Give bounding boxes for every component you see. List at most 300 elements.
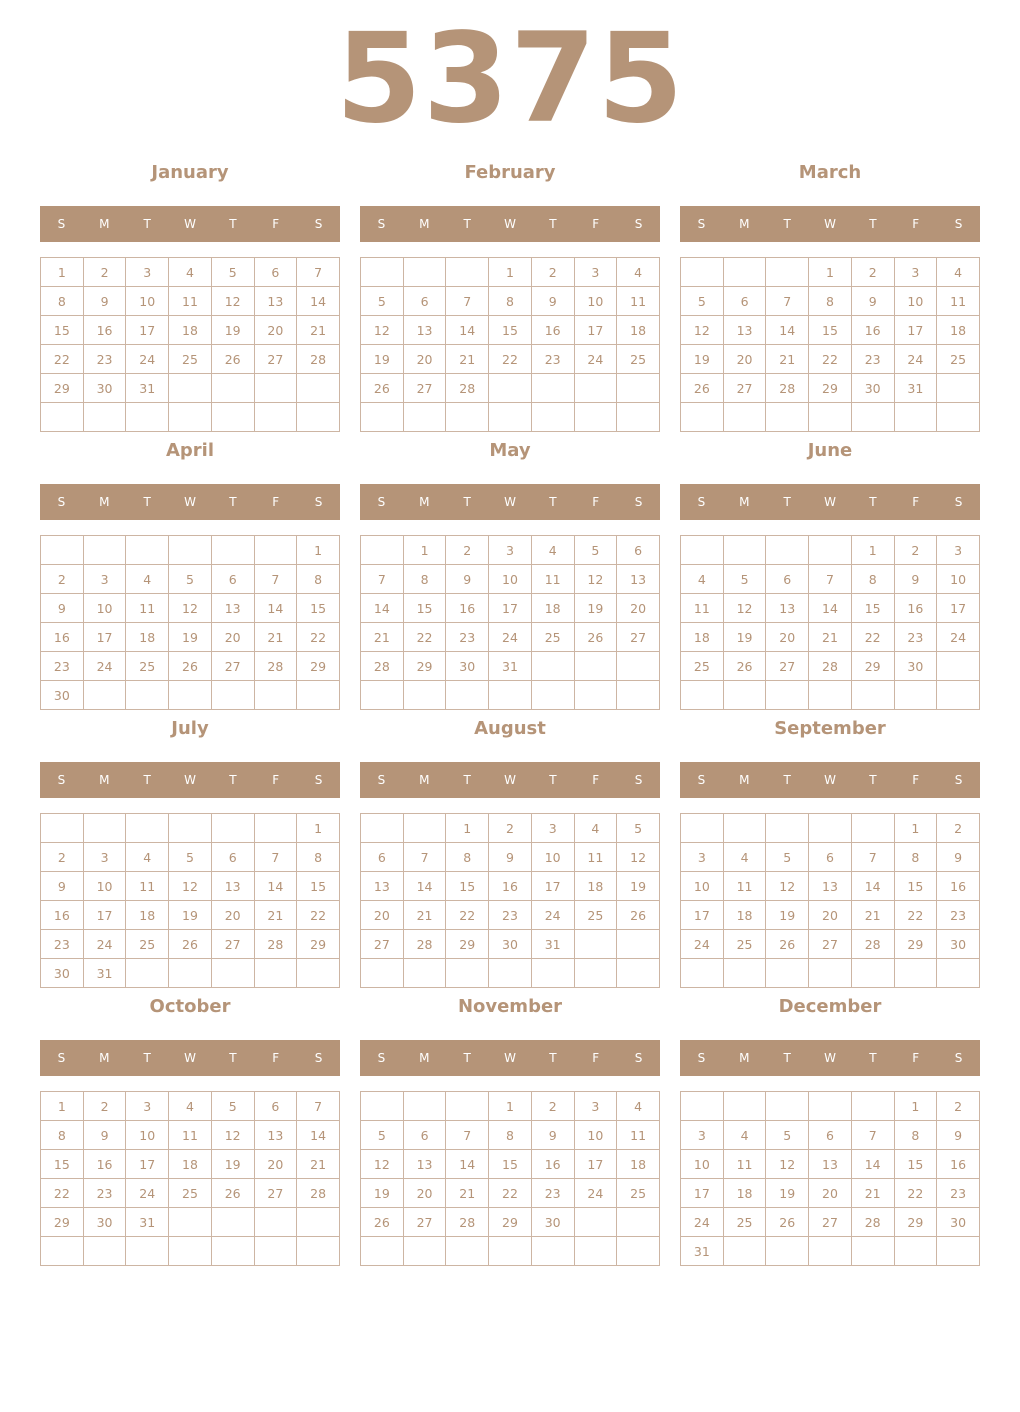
day-cell: 27 (211, 652, 254, 681)
day-cell: 5 (766, 843, 809, 872)
day-cell: 27 (809, 1208, 852, 1237)
day-cell: 29 (297, 930, 340, 959)
weekday-label: S (57, 1051, 66, 1065)
day-cell: 4 (937, 258, 980, 287)
empty-cell (851, 814, 894, 843)
day-cell: 12 (169, 872, 212, 901)
month-name: January (151, 162, 229, 183)
day-cell: 30 (489, 930, 532, 959)
day-cell: 23 (83, 1179, 126, 1208)
weekday-header (680, 484, 980, 520)
day-cell: 14 (361, 594, 404, 623)
empty-cell (766, 1237, 809, 1266)
day-cell: 13 (809, 1150, 852, 1179)
day-cell: 1 (297, 536, 340, 565)
day-cell: 7 (809, 565, 852, 594)
day-cell: 3 (126, 258, 169, 287)
day-cell: 4 (126, 843, 169, 872)
weekday-label: T (463, 217, 471, 231)
day-cell: 15 (894, 1150, 937, 1179)
day-cell: 30 (851, 374, 894, 403)
day-cell: 28 (254, 930, 297, 959)
empty-cell (851, 1092, 894, 1121)
day-cell: 22 (41, 345, 84, 374)
day-cell: 17 (126, 316, 169, 345)
weekday-label: W (504, 1051, 516, 1065)
empty-cell (574, 403, 617, 432)
empty-cell (169, 959, 212, 988)
day-cell: 15 (489, 1150, 532, 1179)
empty-cell (894, 959, 937, 988)
week-row (41, 594, 340, 623)
empty-cell (254, 374, 297, 403)
week-row (361, 681, 660, 710)
empty-cell (681, 681, 724, 710)
day-grid (40, 813, 340, 988)
weekday-label: M (419, 773, 430, 787)
day-cell: 6 (617, 536, 660, 565)
empty-cell (403, 814, 446, 843)
day-cell: 29 (851, 652, 894, 681)
day-cell: 6 (211, 843, 254, 872)
day-cell: 18 (531, 594, 574, 623)
empty-cell (489, 1237, 532, 1266)
day-cell: 19 (766, 901, 809, 930)
day-cell: 22 (297, 901, 340, 930)
weekday-label: T (143, 217, 151, 231)
weekday-label: S (377, 495, 386, 509)
day-cell: 4 (723, 843, 766, 872)
day-cell: 24 (531, 901, 574, 930)
day-cell: 17 (937, 594, 980, 623)
day-cell: 2 (41, 843, 84, 872)
day-cell: 24 (83, 930, 126, 959)
day-cell: 17 (681, 901, 724, 930)
weekday-label: W (824, 1051, 836, 1065)
weekday-label: T (783, 495, 791, 509)
day-cell: 3 (681, 843, 724, 872)
day-cell: 23 (937, 901, 980, 930)
week-row (41, 930, 340, 959)
empty-cell (809, 1237, 852, 1266)
week-row (41, 374, 340, 403)
day-cell: 3 (83, 843, 126, 872)
day-cell: 14 (809, 594, 852, 623)
day-cell: 10 (489, 565, 532, 594)
empty-cell (851, 959, 894, 988)
day-cell: 20 (809, 1179, 852, 1208)
day-cell: 30 (446, 652, 489, 681)
day-cell: 12 (361, 316, 404, 345)
day-cell: 3 (531, 814, 574, 843)
empty-cell (211, 959, 254, 988)
empty-cell (254, 959, 297, 988)
empty-cell (211, 403, 254, 432)
day-cell: 24 (574, 345, 617, 374)
weekday-header (40, 1040, 340, 1076)
empty-cell (41, 403, 84, 432)
week-row (681, 959, 980, 988)
empty-cell (403, 403, 446, 432)
day-cell: 24 (937, 623, 980, 652)
day-cell: 22 (41, 1179, 84, 1208)
day-cell: 17 (126, 1150, 169, 1179)
empty-cell (254, 681, 297, 710)
empty-cell (361, 681, 404, 710)
day-cell: 21 (766, 345, 809, 374)
day-cell: 2 (446, 536, 489, 565)
day-cell: 19 (361, 345, 404, 374)
day-cell: 5 (723, 565, 766, 594)
day-cell: 25 (126, 652, 169, 681)
weekday-label: W (504, 217, 516, 231)
day-cell: 30 (531, 1208, 574, 1237)
empty-cell (723, 403, 766, 432)
empty-cell (766, 403, 809, 432)
day-cell: 27 (403, 1208, 446, 1237)
day-cell: 1 (41, 258, 84, 287)
day-grid (680, 257, 980, 432)
day-cell: 20 (361, 901, 404, 930)
day-cell: 20 (723, 345, 766, 374)
empty-cell (126, 959, 169, 988)
day-cell: 28 (297, 1179, 340, 1208)
day-cell: 15 (41, 1150, 84, 1179)
empty-cell (361, 814, 404, 843)
day-cell: 29 (894, 1208, 937, 1237)
day-cell: 20 (403, 345, 446, 374)
day-cell: 2 (531, 1092, 574, 1121)
empty-cell (937, 1237, 980, 1266)
day-cell: 10 (83, 594, 126, 623)
day-cell: 12 (617, 843, 660, 872)
day-cell: 31 (681, 1237, 724, 1266)
week-row (361, 872, 660, 901)
day-cell: 19 (169, 623, 212, 652)
day-cell: 19 (766, 1179, 809, 1208)
day-cell: 14 (851, 872, 894, 901)
day-cell: 9 (83, 1121, 126, 1150)
day-cell: 11 (681, 594, 724, 623)
day-cell: 5 (211, 258, 254, 287)
day-cell: 7 (446, 1121, 489, 1150)
day-cell: 4 (617, 1092, 660, 1121)
weekday-label: W (824, 495, 836, 509)
day-cell: 20 (403, 1179, 446, 1208)
day-cell: 11 (126, 872, 169, 901)
day-cell: 25 (169, 345, 212, 374)
day-cell: 10 (681, 872, 724, 901)
empty-cell (297, 374, 340, 403)
day-cell: 12 (361, 1150, 404, 1179)
empty-cell (766, 681, 809, 710)
empty-cell (937, 681, 980, 710)
day-cell: 14 (254, 594, 297, 623)
day-cell: 8 (894, 843, 937, 872)
week-row (41, 901, 340, 930)
day-cell: 16 (531, 1150, 574, 1179)
day-cell: 24 (681, 1208, 724, 1237)
empty-cell (531, 959, 574, 988)
empty-cell (446, 258, 489, 287)
day-cell: 7 (851, 1121, 894, 1150)
empty-cell (809, 681, 852, 710)
empty-cell (211, 1208, 254, 1237)
empty-cell (446, 681, 489, 710)
empty-cell (723, 814, 766, 843)
empty-cell (126, 1237, 169, 1266)
day-cell: 18 (126, 623, 169, 652)
day-cell: 16 (531, 316, 574, 345)
week-row (681, 623, 980, 652)
empty-cell (41, 1237, 84, 1266)
day-cell: 30 (894, 652, 937, 681)
empty-cell (83, 403, 126, 432)
week-row (361, 258, 660, 287)
weekday-label: S (697, 495, 706, 509)
empty-cell (254, 1237, 297, 1266)
weekday-label: T (143, 495, 151, 509)
day-cell: 18 (169, 316, 212, 345)
day-cell: 21 (297, 316, 340, 345)
weekday-label: T (783, 217, 791, 231)
day-cell: 23 (41, 930, 84, 959)
empty-cell (809, 403, 852, 432)
weekday-label: M (419, 495, 430, 509)
day-cell: 16 (446, 594, 489, 623)
week-row (361, 565, 660, 594)
week-row (41, 1208, 340, 1237)
day-cell: 10 (126, 1121, 169, 1150)
week-row (41, 287, 340, 316)
empty-cell (531, 681, 574, 710)
day-cell: 18 (937, 316, 980, 345)
weekday-label: W (504, 773, 516, 787)
empty-cell (617, 652, 660, 681)
weekday-label: S (634, 495, 643, 509)
week-row (681, 681, 980, 710)
empty-cell (531, 652, 574, 681)
empty-cell (574, 374, 617, 403)
day-cell: 17 (83, 623, 126, 652)
weekday-label: T (783, 773, 791, 787)
month-name: December (778, 996, 882, 1017)
day-cell: 7 (766, 287, 809, 316)
empty-cell (809, 1092, 852, 1121)
day-cell: 14 (446, 1150, 489, 1179)
empty-cell (297, 403, 340, 432)
weekday-label: T (229, 773, 237, 787)
day-cell: 5 (361, 287, 404, 316)
month-name: March (798, 162, 862, 183)
day-cell: 19 (361, 1179, 404, 1208)
week-row (41, 536, 340, 565)
empty-cell (531, 374, 574, 403)
day-cell: 27 (723, 374, 766, 403)
day-cell: 19 (574, 594, 617, 623)
day-grid (40, 257, 340, 432)
day-cell: 21 (446, 1179, 489, 1208)
weekday-label: F (912, 217, 920, 231)
empty-cell (361, 1092, 404, 1121)
day-cell: 10 (574, 1121, 617, 1150)
day-cell: 1 (41, 1092, 84, 1121)
day-cell: 13 (403, 316, 446, 345)
week-row (41, 872, 340, 901)
weekday-label: S (954, 1051, 963, 1065)
empty-cell (574, 959, 617, 988)
day-cell: 15 (297, 594, 340, 623)
day-cell: 20 (254, 1150, 297, 1179)
week-row (361, 345, 660, 374)
empty-cell (681, 536, 724, 565)
day-cell: 4 (681, 565, 724, 594)
day-cell: 12 (169, 594, 212, 623)
day-grid (680, 813, 980, 988)
month-name: November (457, 996, 563, 1017)
week-row (361, 403, 660, 432)
day-cell: 4 (531, 536, 574, 565)
month-name: July (171, 718, 209, 739)
day-cell: 28 (361, 652, 404, 681)
week-row (681, 345, 980, 374)
empty-cell (937, 959, 980, 988)
week-row (681, 1208, 980, 1237)
week-row (361, 594, 660, 623)
day-cell: 9 (937, 843, 980, 872)
day-cell: 26 (211, 1179, 254, 1208)
day-cell: 10 (531, 843, 574, 872)
day-cell: 6 (403, 287, 446, 316)
day-cell: 31 (894, 374, 937, 403)
day-cell: 17 (894, 316, 937, 345)
week-row (361, 1208, 660, 1237)
day-cell: 6 (403, 1121, 446, 1150)
day-cell: 10 (681, 1150, 724, 1179)
day-cell: 6 (809, 843, 852, 872)
day-cell: 17 (574, 1150, 617, 1179)
day-cell: 7 (361, 565, 404, 594)
day-cell: 26 (169, 930, 212, 959)
day-cell: 19 (211, 316, 254, 345)
weekday-label: W (184, 773, 196, 787)
weekday-label: S (634, 773, 643, 787)
day-cell: 31 (489, 652, 532, 681)
day-cell: 29 (446, 930, 489, 959)
day-cell: 19 (723, 623, 766, 652)
week-row (681, 930, 980, 959)
empty-cell (254, 403, 297, 432)
day-cell: 1 (297, 814, 340, 843)
day-cell: 23 (851, 345, 894, 374)
empty-cell (169, 536, 212, 565)
empty-cell (681, 1092, 724, 1121)
day-cell: 2 (41, 565, 84, 594)
day-cell: 9 (937, 1121, 980, 1150)
day-cell: 4 (574, 814, 617, 843)
day-cell: 9 (531, 1121, 574, 1150)
day-cell: 4 (169, 258, 212, 287)
day-cell: 12 (723, 594, 766, 623)
day-cell: 1 (489, 1092, 532, 1121)
day-cell: 22 (809, 345, 852, 374)
weekday-label: S (954, 773, 963, 787)
week-row (681, 287, 980, 316)
weekday-label: S (57, 495, 66, 509)
week-row (41, 623, 340, 652)
day-cell: 28 (254, 652, 297, 681)
day-cell: 2 (851, 258, 894, 287)
day-cell: 26 (766, 930, 809, 959)
empty-cell (574, 930, 617, 959)
weekday-header (360, 762, 660, 798)
day-cell: 5 (766, 1121, 809, 1150)
day-cell: 15 (41, 316, 84, 345)
day-cell: 21 (254, 623, 297, 652)
day-cell: 26 (723, 652, 766, 681)
day-cell: 28 (446, 1208, 489, 1237)
weekday-label: S (314, 217, 323, 231)
weekday-label: S (57, 773, 66, 787)
empty-cell (531, 1237, 574, 1266)
day-cell: 22 (489, 1179, 532, 1208)
empty-cell (617, 403, 660, 432)
weekday-label: S (954, 217, 963, 231)
empty-cell (617, 959, 660, 988)
weekday-label: W (184, 217, 196, 231)
weekday-header (40, 206, 340, 242)
day-cell: 7 (851, 843, 894, 872)
day-cell: 13 (723, 316, 766, 345)
empty-cell (446, 959, 489, 988)
weekday-label: W (824, 217, 836, 231)
empty-cell (297, 959, 340, 988)
day-cell: 20 (254, 316, 297, 345)
weekday-label: F (592, 1051, 600, 1065)
day-cell: 15 (446, 872, 489, 901)
empty-cell (254, 814, 297, 843)
day-cell: 25 (574, 901, 617, 930)
empty-cell (126, 403, 169, 432)
weekday-label: S (377, 1051, 386, 1065)
day-cell: 28 (766, 374, 809, 403)
empty-cell (169, 1237, 212, 1266)
week-row (361, 1092, 660, 1121)
day-cell: 3 (894, 258, 937, 287)
day-cell: 30 (83, 374, 126, 403)
week-row (361, 814, 660, 843)
day-cell: 27 (254, 1179, 297, 1208)
week-row (41, 1237, 340, 1266)
empty-cell (403, 681, 446, 710)
weekday-label: M (419, 217, 430, 231)
day-cell: 24 (681, 930, 724, 959)
empty-cell (211, 1237, 254, 1266)
day-cell: 13 (254, 287, 297, 316)
day-cell: 27 (766, 652, 809, 681)
day-cell: 22 (297, 623, 340, 652)
day-cell: 3 (489, 536, 532, 565)
day-cell: 26 (574, 623, 617, 652)
empty-cell (83, 1237, 126, 1266)
day-cell: 31 (126, 1208, 169, 1237)
weekday-label: T (143, 773, 151, 787)
day-cell: 10 (894, 287, 937, 316)
day-cell: 25 (617, 1179, 660, 1208)
week-row (681, 258, 980, 287)
day-cell: 8 (851, 565, 894, 594)
week-row (361, 623, 660, 652)
